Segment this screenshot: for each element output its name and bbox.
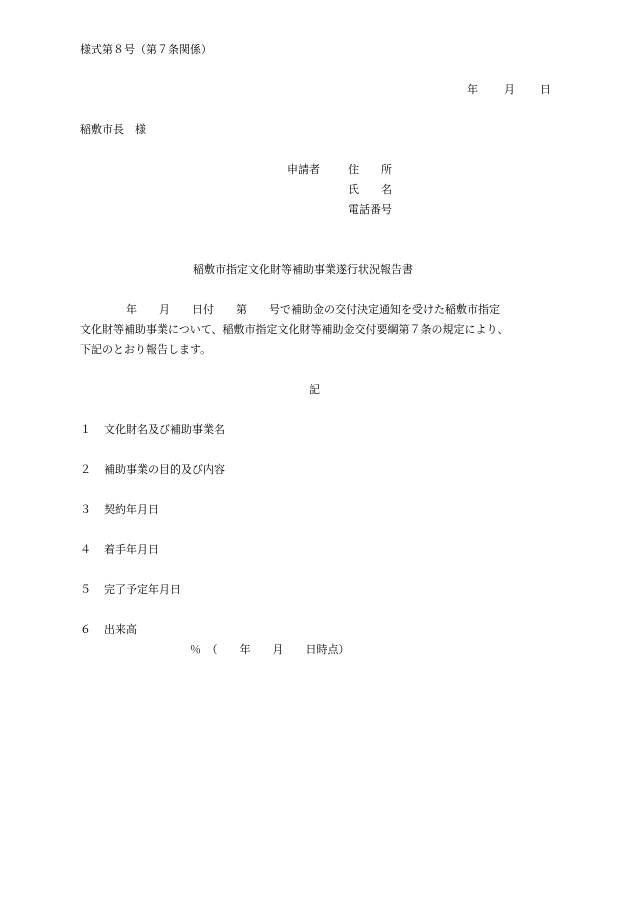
item-label: 契約年月日 bbox=[104, 503, 159, 516]
ki-heading: 記 bbox=[309, 383, 320, 396]
date-year: 年 bbox=[467, 83, 478, 96]
phone-label: 電話番号 bbox=[348, 203, 392, 216]
item-number: ４ bbox=[80, 543, 91, 556]
form-number: 様式第８号（第７条関係） bbox=[80, 43, 212, 56]
item-number: ２ bbox=[80, 463, 91, 476]
item-label: 出来高 bbox=[104, 623, 137, 636]
progress-line: ％ （ 年 月 日時点） bbox=[190, 643, 350, 656]
body-line-2: 文化財等補助事業について、稲敷市指定文化財等補助金交付要綱第７条の規定により、 bbox=[80, 323, 509, 336]
item-label: 完了予定年月日 bbox=[104, 583, 181, 596]
addressee: 稲敷市長 様 bbox=[80, 123, 146, 136]
date-day: 日 bbox=[540, 83, 551, 96]
item-label: 着手年月日 bbox=[104, 543, 159, 556]
item-label: 文化財名及び補助事業名 bbox=[104, 423, 225, 436]
item-number: １ bbox=[80, 423, 91, 436]
item-label: 補助事業の目的及び内容 bbox=[104, 463, 225, 476]
name-label: 氏 名 bbox=[348, 183, 392, 196]
date-month: 月 bbox=[504, 83, 515, 96]
address-label: 住 所 bbox=[348, 163, 392, 176]
body-line-1: 年 月 日付 第 号で補助金の交付決定通知を受けた稲敷市指定 bbox=[126, 303, 500, 316]
document-title: 稲敷市指定文化財等補助事業遂行状況報告書 bbox=[193, 263, 413, 276]
item-number: ６ bbox=[80, 623, 91, 636]
item-number: ３ bbox=[80, 503, 91, 516]
applicant-label: 申請者 bbox=[287, 163, 320, 176]
item-number: ５ bbox=[80, 583, 91, 596]
body-line-3: 下記のとおり報告します。 bbox=[80, 343, 212, 356]
